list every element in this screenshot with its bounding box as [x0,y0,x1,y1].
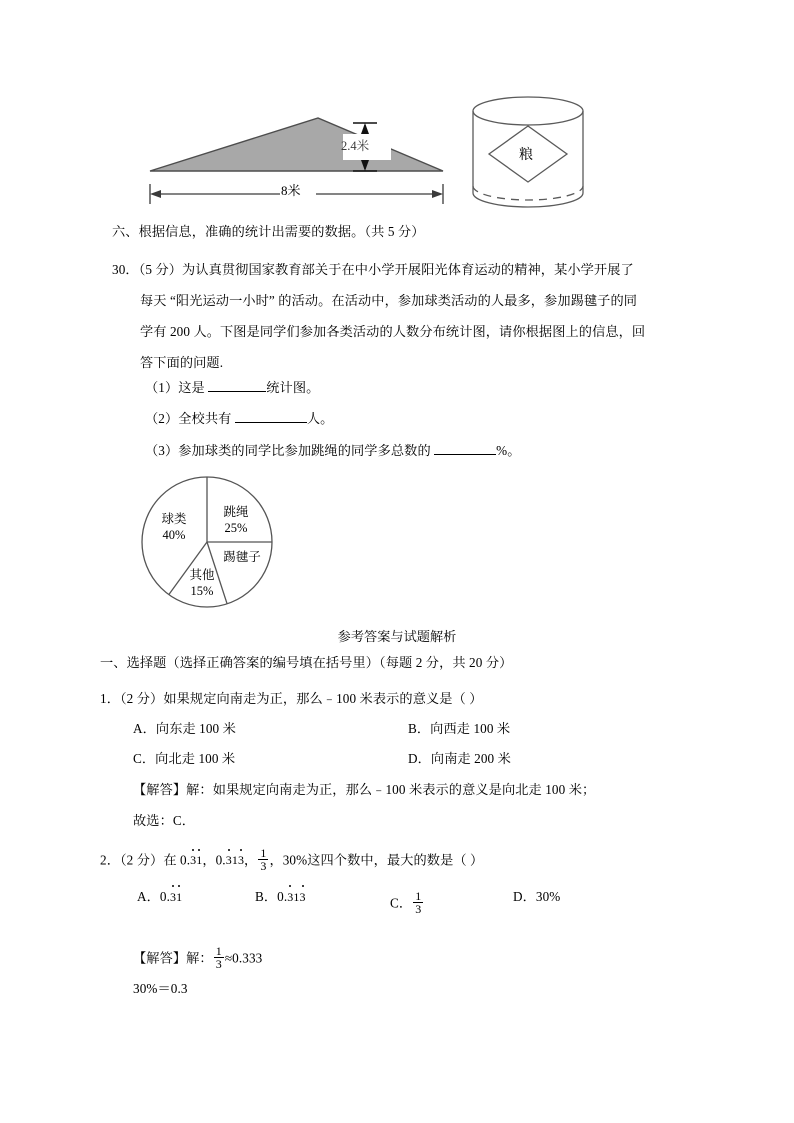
answer-q2-solution-numerator: 1 [215,944,222,958]
answers-section1-heading: 一、选择题（选择正确答案的编号填在括号里）（每题 2 分，共 20 分） [100,655,513,670]
q30-line-2: 每天 “阳光运动一小时” 的活动。在活动中，参加球类活动的人最多，参加踢毽子的同 [140,293,638,308]
answer-q2-stem [100,847,483,872]
answer-q2-stem-prefix: 2．（2 分）在 0. [100,852,191,868]
cylinder-hidden-base-dashed [473,186,583,200]
pie-label-qiulei-percent: 40% [162,527,186,542]
section-heading: 六、根据信息，准确的统计出需要的数据。（共 5 分） [112,224,425,239]
pie-label-tiaosheng [213,505,259,536]
q30-sub-question-2 [145,412,333,425]
cylinder-grain-label: 粮 [519,148,533,163]
answer-q2-option-c [390,890,424,915]
answer-q2-solution-denominator: 3 [215,957,222,972]
q30-sub1-suffix: 统计图。 [266,380,320,395]
pie-label-tijianzi-name: 踢毽子 [223,550,261,564]
figures-svg [105,88,715,213]
answer-q1-solution-line1: 【解答】解：如果规定向南走为正，那么﹣100 米表示的意义是向北走 100 米； [133,782,596,797]
triangle-shape [150,118,443,171]
activity-pie-chart [135,470,295,622]
q30-line-3: 学有 200 人。下图是同学们参加各类活动的人数分布统计图，请你根据图上的信息，回 [140,324,646,339]
answer-q2-option-a-prefix: A．0. [137,889,171,904]
answer-q2-solution-line1 [133,945,262,970]
pie-label-qiulei-name: 球类 [161,512,187,526]
pie-label-qiulei [151,512,197,543]
answer-q2-option-b-decimal: 313 [287,890,306,904]
answer-q2-stem-suffix: ，30%这四个数中，最大的数是（ ） [269,852,484,868]
answer-q2-repeating-decimal-2: 313 [225,853,245,868]
q30-sub1-prefix: （1）这是 [145,380,205,395]
answer-q1-option-d: D．向南走 200 米 [408,751,511,766]
answer-q1-option-a: A．向东走 100 米 [133,721,236,736]
triangle-height-label: 2.4米 [341,139,370,153]
answer-q2-option-a [137,890,182,903]
pie-label-tiaosheng-name: 跳绳 [223,505,249,519]
answer-q1-solution-line2: 故选：C． [133,813,196,828]
q30-sub3-prefix: （3）参加球类的同学比参加跳绳的同学多总数的 [145,443,431,458]
geometry-figures [105,88,715,213]
pie-label-qita [181,568,223,599]
answer-q1-option-c: C．向北走 100 米 [133,751,236,766]
pie-label-tiaosheng-percent: 25% [224,520,248,535]
pie-label-qita-percent: 15% [190,583,214,598]
base-arrow-right-icon [432,190,443,198]
answer-q1-option-b: B．向西走 100 米 [408,721,511,736]
answer-q1-stem: 1．（2 分）如果规定向南走为正，那么﹣100 米表示的意义是（ ） [100,691,483,706]
answer-q2-option-b-prefix: B．0. [255,889,288,904]
q30-sub2-suffix: 人。 [306,411,334,426]
answer-q2-solution-prefix: 【解答】解： [133,950,213,966]
answer-q2-stem-mid1: ，0. [202,852,226,868]
answer-q2-stem-mid2: ， [244,852,258,868]
q30-sub2-prefix: （2）全校共有 [145,411,232,426]
answer-q2-option-c-fraction [413,890,423,915]
answer-q2-fraction-denominator: 3 [260,859,267,874]
pie-label-tijianzi [213,550,271,566]
q30-sub3-answer-blank[interactable] [434,454,496,455]
q30-line-1: 30．（5 分）为认真贯彻国家教育部关于在中小学开展阳光体育运动的精神，某小学开展了 [112,262,634,277]
height-arrow-up-icon [361,123,369,134]
q30-sub1-answer-blank[interactable] [208,391,266,392]
q30-line-4: 答下面的问题. [140,355,224,370]
answer-q2-repeating-decimal-1: 31 [190,853,203,868]
base-arrow-left-icon [150,190,161,198]
answer-q2-fraction-one-third [258,847,268,872]
answer-q2-solution-fraction [214,945,224,970]
answer-q2-option-d: D．30% [513,889,561,904]
q30-sub-question-1 [145,381,319,394]
q30-sub-question-3 [145,444,521,457]
q30-sub2-answer-blank[interactable] [235,422,307,423]
pie-label-qita-name: 其他 [189,568,215,582]
answer-q2-solution-line2: 30%＝0.3 [133,981,188,996]
answer-q2-option-a-decimal: 31 [170,890,183,904]
answer-q2-fraction-numerator: 1 [260,846,267,860]
answers-title: 参考答案与试题解析 [337,629,457,644]
answer-q2-option-c-denominator: 3 [415,902,422,917]
answer-q2-option-b [255,890,306,903]
triangle-base-label: 8米 [281,183,301,198]
answer-q2-option-c-numerator: 1 [415,889,422,903]
answer-q2-solution-suffix: ≈0.333 [224,950,263,966]
q30-sub3-suffix: %。 [496,443,521,458]
answer-q2-option-c-prefix: C． [390,895,413,911]
